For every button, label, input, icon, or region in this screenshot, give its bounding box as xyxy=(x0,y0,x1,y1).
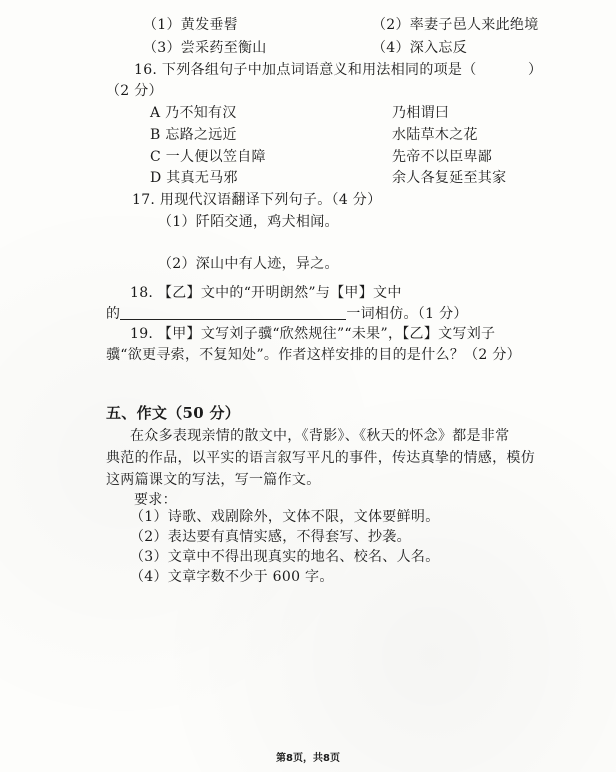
q18-line-2 xyxy=(106,305,468,323)
q16-paren-close: ） xyxy=(528,62,543,78)
essay-prompt-line-3: 这两篇课文的写法，写一篇作文。 xyxy=(106,472,321,488)
q18-prefix: 的 xyxy=(106,306,121,322)
essay-prompt-line-2: 典范的作品，以平实的语言叙写平凡的事件，传达真挚的情感，模仿 xyxy=(106,450,535,466)
q18-answer-blank[interactable] xyxy=(120,305,346,320)
page-footer: 第8页，共8页 xyxy=(276,753,340,764)
requirement-1: （1）诗歌、戏剧除外，文体不限，文体要鲜明。 xyxy=(130,509,440,525)
q16-score: （2 分） xyxy=(106,83,163,99)
q16-choice-b-right: 水陆草木之花 xyxy=(392,127,478,143)
option-3: （3）尝采药至衡山 xyxy=(143,40,267,56)
q18-suffix: 一词相仿。（1 分） xyxy=(346,306,468,322)
q16-choice-c-right: 先帝不以臣卑鄙 xyxy=(392,149,493,165)
q16-choice-d-left: D 其真无马邪 xyxy=(150,170,238,186)
q16-stem: 16. 下列各组句子中加点词语意义和用法相同的项是（ xyxy=(134,62,477,78)
q16-choice-c-left: C 一人便以笠自障 xyxy=(150,149,266,165)
option-1: （1）黄发垂髫 xyxy=(143,17,239,33)
q17-stem: 17. 用现代汉语翻译下列句子。（4 分） xyxy=(132,192,382,208)
q17-sentence-2: （2）深山中有人迹，异之。 xyxy=(158,256,339,272)
q19-line-1: 19. 【甲】文写刘子骥“欣然规往”“未果”，【乙】文写刘子 xyxy=(130,326,496,342)
q16-choice-b-left: B 忘路之远近 xyxy=(150,127,237,143)
requirement-3: （3）文章中不得出现真实的地名、校名、人名。 xyxy=(130,549,440,565)
q18-line-1: 18. 【乙】文中的“开明朗然”与【甲】文中 xyxy=(130,285,402,301)
q16-choice-a-left: A 乃不知有汉 xyxy=(150,105,237,121)
essay-prompt-line-1: 在众多表现亲情的散文中，《背影》、《秋天的怀念》都是非常 xyxy=(130,428,510,444)
option-4: （4）深入忘反 xyxy=(372,40,468,56)
option-2: （2）率妻子邑人来此绝境 xyxy=(372,17,539,33)
requirement-4: （4）文章字数不少于 600 字。 xyxy=(130,569,334,585)
q16-choice-a-right: 乃相谓曰 xyxy=(392,105,450,121)
requirement-2: （2）表达要有真情实感，不得套写、抄袭。 xyxy=(130,529,411,545)
requirements-label: 要求： xyxy=(134,492,177,508)
q17-sentence-1: （1）阡陌交通，鸡犬相闻。 xyxy=(158,214,339,230)
section-5-heading: 五、作文（50 分） xyxy=(106,404,241,422)
q19-line-2: 骥“欲更寻索，不复知处”。作者这样安排的目的是什么？（2 分） xyxy=(106,347,521,363)
q16-choice-d-right: 余人各复延至其家 xyxy=(392,170,507,186)
